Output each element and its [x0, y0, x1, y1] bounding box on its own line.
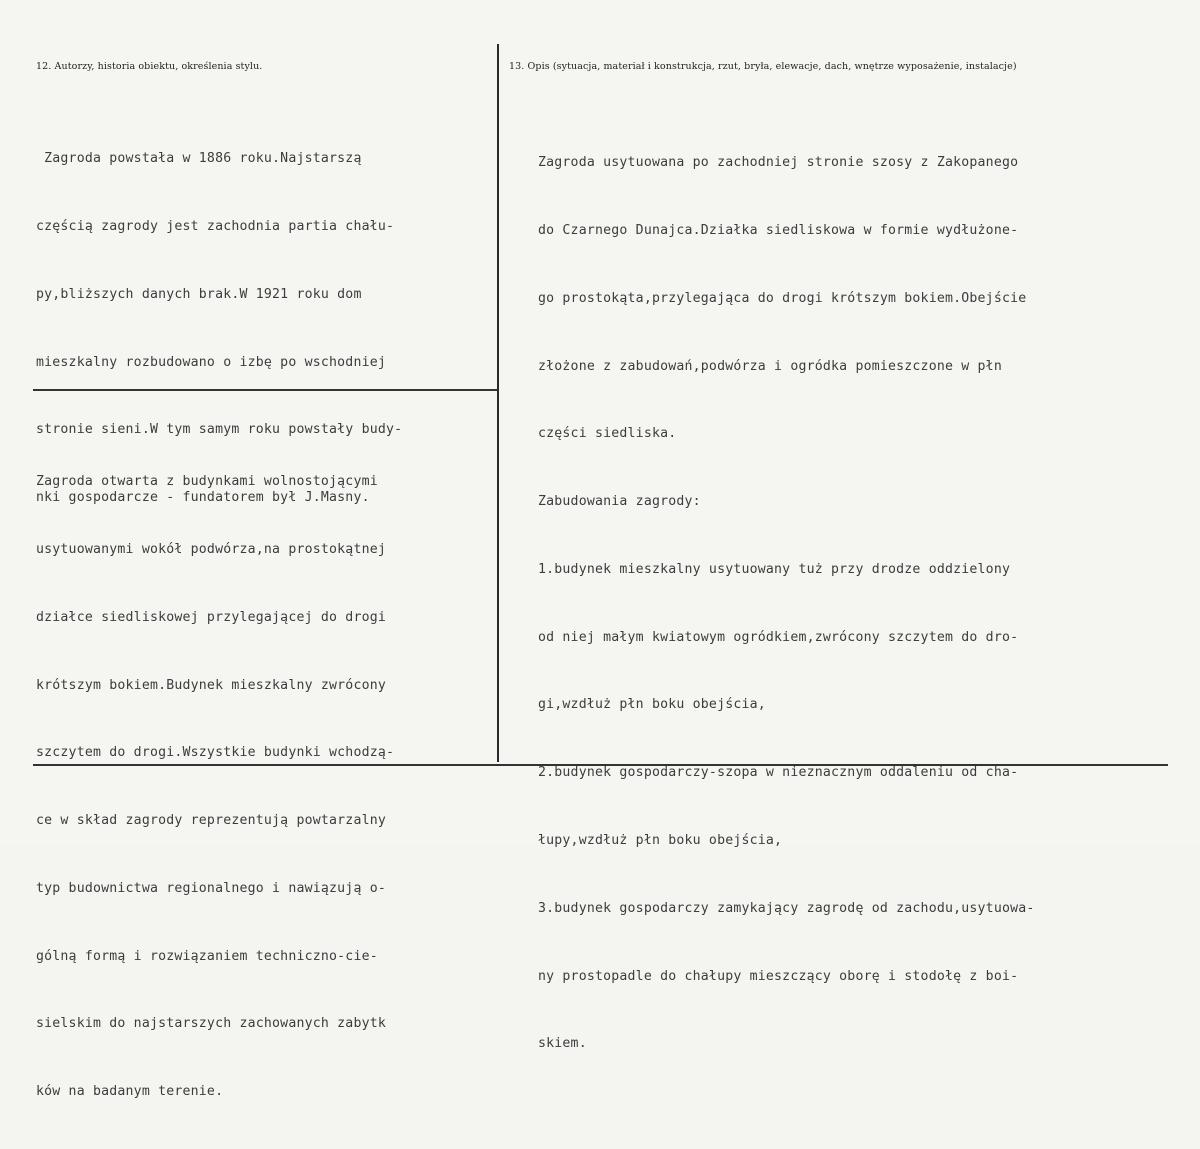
description-line: Zagroda usytuowana po zachodniej stronie szosy z Zakopanego	[538, 155, 1019, 171]
style-line: działce siedliskowej przylegającej do drogi	[36, 609, 387, 625]
style-text	[36, 426, 394, 1149]
style-line: sielskim do najstarszych zachowanych zabytk	[36, 1016, 387, 1032]
description-text	[538, 107, 1035, 1101]
style-line: typ budownictwa regionalnego i nawiązują o-	[36, 880, 387, 896]
section-13-heading: 13. Opis (sytuacja, materiał i konstrukcja, rzut, bryła, elewacje, dach, wnętrze wyposażenie, instalacje)	[509, 61, 1017, 72]
description-line: skiem.	[538, 1036, 587, 1052]
style-line: usytuowanymi wokół podwórza,na prostokątnej	[36, 541, 387, 557]
description-line: 1.budynek mieszkalny usytuowany tuż przy drodze oddzielony	[538, 561, 1011, 577]
history-line: częścią zagrody jest zachodnia partia chału-	[36, 218, 395, 234]
style-line: ków na badanym terenie.	[36, 1084, 224, 1100]
style-line: Zagroda otwarta z budynkami wolnostojącymi	[36, 474, 378, 490]
history-line: stronie sieni.W tym samym roku powstały budy-	[36, 422, 403, 438]
description-line: od niej małym kwiatowym ogródkiem,zwrócony szczytem do dro-	[538, 629, 1019, 645]
description-line: części siedliska.	[538, 426, 677, 442]
description-line: gi,wzdłuż płn boku obejścia,	[538, 697, 766, 713]
history-line: mieszkalny rozbudowano o izbę po wschodniej	[36, 354, 387, 370]
style-line: szczytem do drogi.Wszystkie budynki wchodzą-	[36, 745, 395, 761]
description-line: łupy,wzdłuż płn boku obejścia,	[538, 833, 783, 848]
section-12-heading: 12. Autorzy, historia obiektu, określenia stylu.	[36, 61, 263, 72]
column-divider	[497, 44, 499, 762]
history-line: Zagroda powstała w 1886 roku.Najstarszą	[36, 151, 362, 167]
style-line: gólną formą i rozwiązaniem techniczno-cie-	[36, 948, 378, 964]
history-line: py,bliższych danych brak.W 1921 roku dom	[36, 286, 362, 302]
style-line: krótszym bokiem.Budynek mieszkalny zwrócony	[36, 677, 387, 693]
description-line: ny prostopadle do chałupy mieszczący oborę i stodołę z boi-	[538, 968, 1019, 984]
description-line: 2.budynek gospodarczy-szopa w nieznacznym oddaleniu od cha-	[538, 765, 1019, 781]
description-line: Zabudowania zagrody:	[538, 494, 701, 510]
history-line: nki gospodarcze - fundatorem był J.Masny.	[36, 490, 370, 506]
description-line: 3.budynek gospodarczy zamykający zagrodę od zachodu,usytuowa-	[538, 900, 1035, 916]
description-line: złożone z zabudowań,podwórza i ogródka pomieszczone w płn	[538, 358, 1002, 374]
style-line: ce w skład zagrody reprezentują powtarzalny	[36, 813, 387, 829]
description-line: go prostokąta,przylegająca do drogi krótszym bokiem.Obejście	[538, 290, 1027, 306]
description-line: do Czarnego Dunajca.Działka siedliskowa w formie wydłużone-	[538, 222, 1019, 238]
